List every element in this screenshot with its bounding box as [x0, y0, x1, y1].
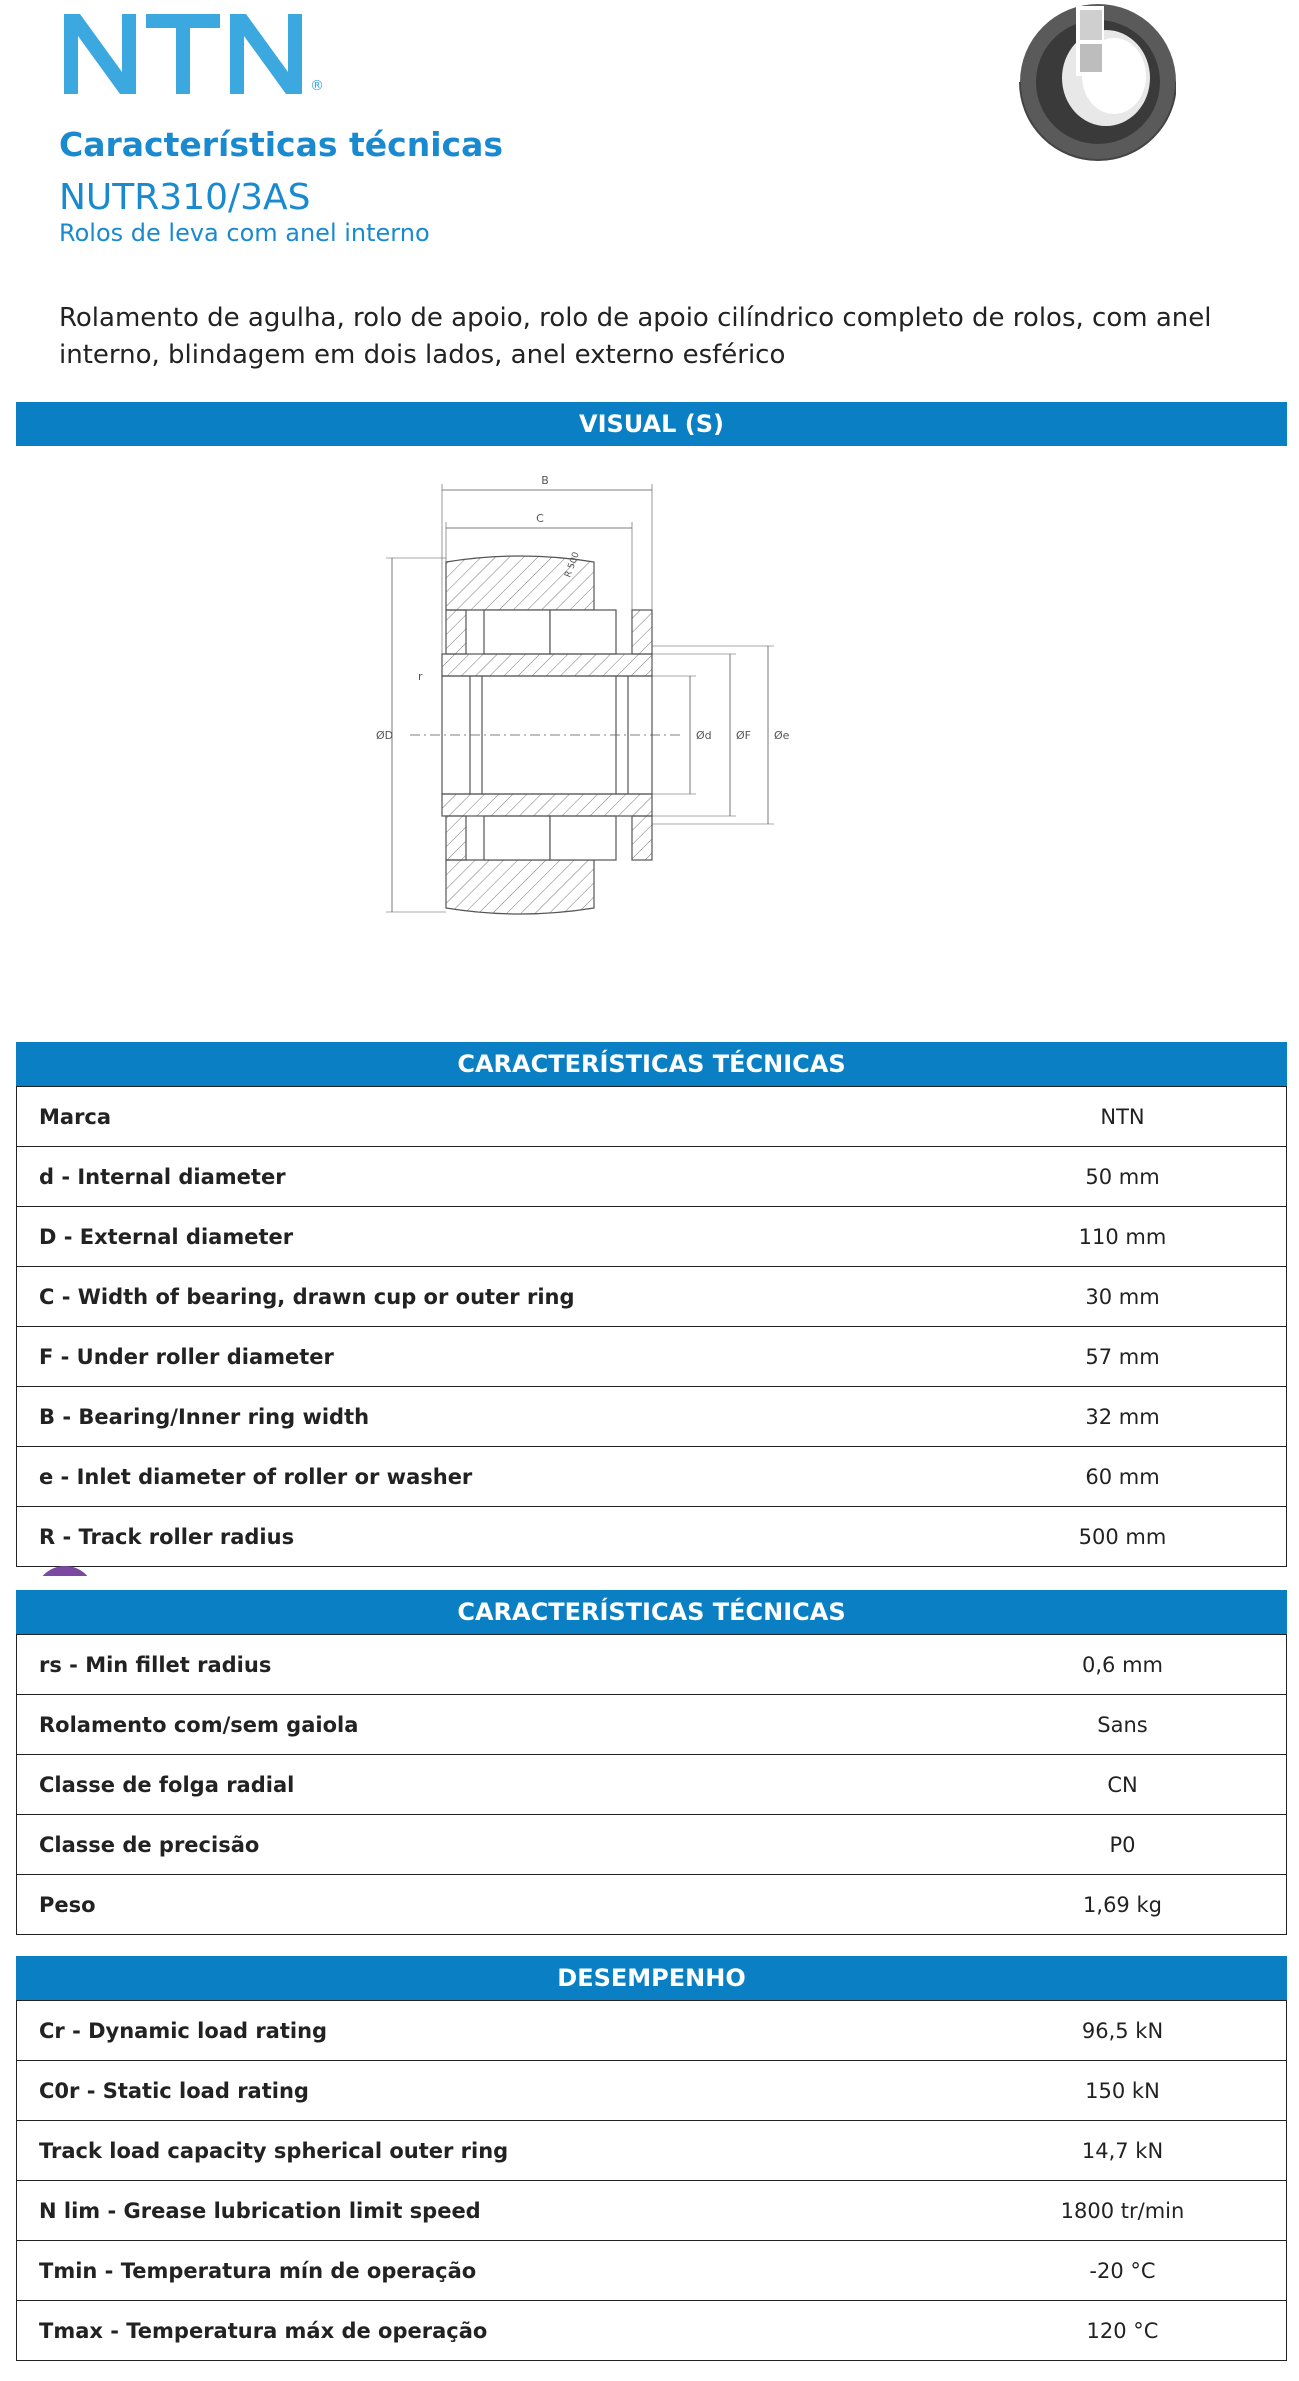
table-row	[17, 1267, 1287, 1327]
dim-label-c: C	[536, 512, 544, 525]
table-row	[17, 2181, 1287, 2241]
spec-label: D - External diameter	[17, 1207, 660, 1267]
table-row	[17, 2241, 1287, 2301]
dim-label-inlet-diameter: Øe	[774, 729, 790, 742]
tech-specs-table-1	[16, 1086, 1287, 1567]
spec-value: NTN	[659, 1087, 1287, 1147]
performance-heading: DESEMPENHO	[16, 1956, 1287, 2000]
tech-specs-table-2	[16, 1634, 1287, 1935]
table-row	[17, 1327, 1287, 1387]
product-subtitle: Rolos de leva com anel interno	[59, 219, 430, 247]
spec-label: Peso	[17, 1875, 660, 1935]
spec-value: 57 mm	[659, 1327, 1287, 1387]
spec-value: 14,7 kN	[659, 2121, 1287, 2181]
spec-value: 110 mm	[659, 1207, 1287, 1267]
spec-value: Sans	[659, 1695, 1287, 1755]
spec-label: Marca	[17, 1087, 660, 1147]
spec-label: Tmax - Temperatura máx de operação	[17, 2301, 660, 2361]
table-row	[17, 1815, 1287, 1875]
table-row	[17, 1087, 1287, 1147]
spec-value: 50 mm	[659, 1147, 1287, 1207]
spec-value: 0,6 mm	[659, 1635, 1287, 1695]
spec-value: P0	[659, 1815, 1287, 1875]
spec-label: d - Internal diameter	[17, 1147, 660, 1207]
spec-value: CN	[659, 1755, 1287, 1815]
table-row	[17, 2301, 1287, 2361]
spec-value: 120 °C	[659, 2301, 1287, 2361]
tech-specs-heading-2: CARACTERÍSTICAS TÉCNICAS	[16, 1590, 1287, 1634]
table-row	[17, 1875, 1287, 1935]
spec-value: 500 mm	[659, 1507, 1287, 1567]
table-row	[17, 1387, 1287, 1447]
spec-value: 32 mm	[659, 1387, 1287, 1447]
spec-label: R - Track roller radius	[17, 1507, 660, 1567]
page-title: Características técnicas	[59, 125, 504, 164]
spec-value: 1800 tr/min	[659, 2181, 1287, 2241]
spec-label: Tmin - Temperatura mín de operação	[17, 2241, 660, 2301]
dim-label-r: r	[418, 670, 423, 683]
spec-label: Classe de precisão	[17, 1815, 660, 1875]
spec-label: Cr - Dynamic load rating	[17, 2001, 660, 2061]
dim-label-outer-diameter: ØD	[376, 729, 394, 742]
bearing-thumbnail-icon	[1006, 0, 1176, 165]
spec-value: 30 mm	[659, 1267, 1287, 1327]
spec-label: Classe de folga radial	[17, 1755, 660, 1815]
performance-table	[16, 2000, 1287, 2361]
dim-label-under-roller-diameter: ØF	[736, 729, 751, 742]
table-row	[17, 2061, 1287, 2121]
bearing-technical-drawing	[370, 470, 820, 980]
spec-value: -20 °C	[659, 2241, 1287, 2301]
spec-value: 60 mm	[659, 1447, 1287, 1507]
table-row	[17, 1147, 1287, 1207]
ntn-logo	[60, 10, 330, 100]
spec-label: B - Bearing/Inner ring width	[17, 1387, 660, 1447]
table-row	[17, 1635, 1287, 1695]
dim-label-radius: R 500	[563, 550, 582, 580]
spec-value: 150 kN	[659, 2061, 1287, 2121]
table-row	[17, 1695, 1287, 1755]
spec-value: 96,5 kN	[659, 2001, 1287, 2061]
spec-label: C0r - Static load rating	[17, 2061, 660, 2121]
registered-mark: ®	[310, 78, 324, 94]
spec-value: 1,69 kg	[659, 1875, 1287, 1935]
tech-specs-heading-1: CARACTERÍSTICAS TÉCNICAS	[16, 1042, 1287, 1086]
spec-label: Rolamento com/sem gaiola	[17, 1695, 660, 1755]
spec-label: e - Inlet diameter of roller or washer	[17, 1447, 660, 1507]
table-row	[17, 1207, 1287, 1267]
spec-label: rs - Min fillet radius	[17, 1635, 660, 1695]
product-model: NUTR310/3AS	[59, 177, 311, 218]
product-description: Rolamento de agulha, rolo de apoio, rolo de apoio cilíndrico completo de rolos, com anel interno, blindagem em dois lados, anel externo esférico	[59, 303, 1212, 370]
table-row	[17, 1507, 1287, 1567]
table-row	[17, 2001, 1287, 2061]
table-row	[17, 1755, 1287, 1815]
decorative-circle-icon	[30, 1566, 100, 1576]
spec-label: N lim - Grease lubrication limit speed	[17, 2181, 660, 2241]
spec-label: C - Width of bearing, drawn cup or outer ring	[17, 1267, 660, 1327]
table-row	[17, 1447, 1287, 1507]
spec-label: Track load capacity spherical outer ring	[17, 2121, 660, 2181]
visual-heading: VISUAL (S)	[16, 402, 1287, 446]
dim-label-inner-diameter: Ød	[696, 729, 712, 742]
spec-label: F - Under roller diameter	[17, 1327, 660, 1387]
table-row	[17, 2121, 1287, 2181]
dim-label-b: B	[541, 474, 549, 487]
